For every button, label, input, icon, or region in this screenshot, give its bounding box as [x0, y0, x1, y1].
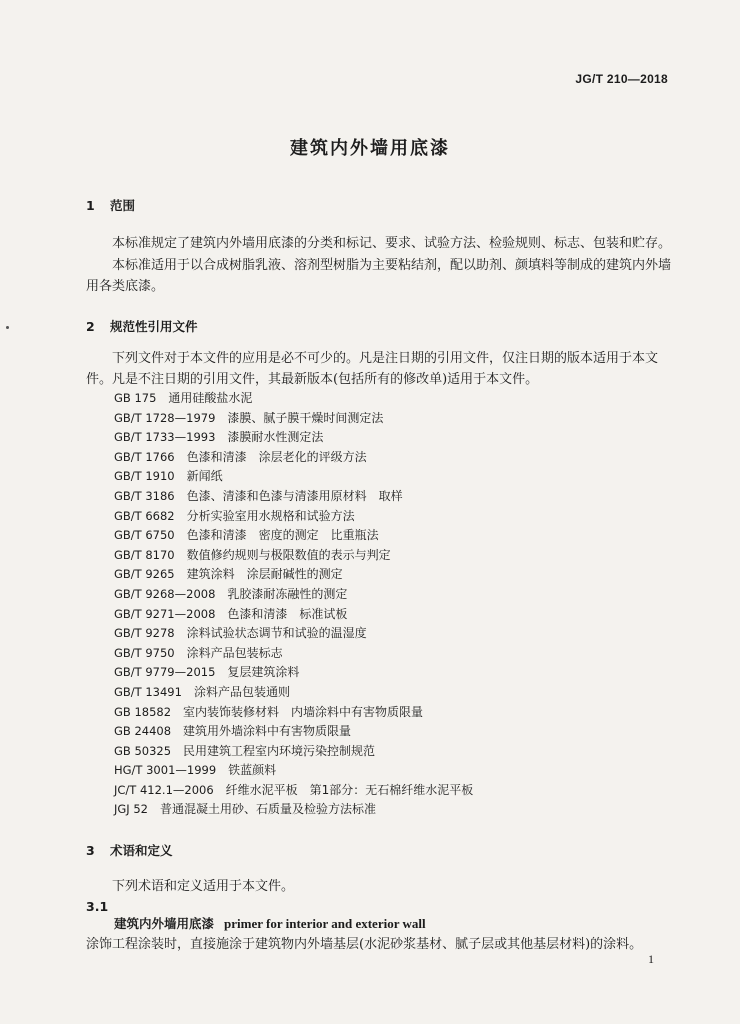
scope-paragraph-1: 本标准规定了建筑内外墙用底漆的分类和标记、要求、试验方法、检验规则、标志、包装和贮存。: [112, 236, 672, 251]
scan-speck: [6, 326, 9, 329]
reference-code: GB/T 9779—2015: [114, 665, 216, 680]
reference-code: HG/T 3001—1999: [114, 763, 217, 778]
term-chinese: 建筑内外墙用底漆: [114, 916, 215, 931]
section-3-heading: [86, 841, 173, 859]
reference-code: GB/T 3186: [114, 488, 175, 503]
reference-code: GB/T 9268—2008: [114, 586, 216, 601]
reference-title: 室内装饰装修材料 内墙涂料中有害物质限量: [183, 704, 424, 719]
section-title: 术语和定义: [110, 843, 173, 858]
reference-title: 复层建筑涂料: [227, 665, 300, 680]
reference-item: [114, 506, 473, 526]
reference-title: 漆膜耐水性测定法: [227, 430, 324, 445]
section-2-heading: [86, 317, 198, 335]
reference-code: GB 24408: [114, 724, 172, 739]
reference-code: GB/T 13491: [114, 684, 182, 699]
reference-code: JC/T 412.1—2006: [114, 782, 214, 797]
reference-code: JGJ 52: [114, 802, 148, 817]
reference-title: 涂料产品包装通则: [193, 684, 290, 699]
terms-intro: 下列术语和定义适用于本文件。: [112, 879, 295, 894]
reference-title: 普通混凝土用砂、石质量及检验方法标准: [159, 802, 376, 817]
reference-title: 色漆和清漆 标准试板: [227, 606, 348, 621]
reference-item: [114, 427, 473, 447]
scope-paragraph-2: 本标准适用于以合成树脂乳液、溶剂型树脂为主要粘结剂，配以助剂、颜填料等制成的建筑内外墙用各类底漆。: [86, 258, 672, 294]
reference-code: GB/T 9265: [114, 567, 175, 582]
reference-title: 通用硅酸盐水泥: [168, 391, 253, 405]
reference-code: GB 18582: [114, 704, 172, 719]
reference-code: GB 50325: [114, 743, 172, 758]
reference-title: 涂料产品包装标志: [186, 645, 283, 660]
reference-item: [114, 662, 473, 682]
section-title: 范围: [110, 198, 136, 213]
reference-code: GB 175: [114, 391, 157, 405]
section-title: 规范性引用文件: [110, 319, 198, 334]
reference-title: 色漆和清漆 密度的测定 比重瓶法: [186, 528, 379, 543]
reference-code: GB/T 1728—1979: [114, 410, 216, 425]
section-number: 1: [86, 198, 95, 213]
term-line: [114, 914, 426, 932]
normative-refs-intro: 下列文件对于本文件的应用是必不可少的。凡是注日期的引用文件，仅注日期的版本适用于本文件。凡是不注日期的引用文件，其最新版本(包括所有的修改单)适用于本文件。: [86, 351, 659, 387]
reference-item: [114, 643, 473, 663]
reference-item: [114, 388, 473, 408]
reference-item: [114, 623, 473, 643]
reference-item: [114, 702, 473, 722]
reference-title: 色漆和清漆 涂层老化的评级方法: [186, 449, 367, 464]
reference-code: GB/T 1910: [114, 469, 175, 484]
reference-item: [114, 721, 473, 741]
section-1-heading: [86, 196, 135, 214]
document-title: 建筑内外墙用底漆: [290, 138, 450, 159]
reference-item: [114, 525, 473, 545]
reference-title: 纤维水泥平板 第1部分：无石棉纤维水泥平板: [225, 782, 474, 797]
page-number: 1: [648, 952, 654, 966]
reference-item: [114, 564, 473, 584]
reference-title: 建筑用外墙涂料中有害物质限量: [183, 724, 352, 739]
standard-code: JG/T 210—2018: [575, 72, 668, 86]
reference-code: GB/T 1733—1993: [114, 430, 216, 445]
reference-item: [114, 780, 473, 800]
reference-item: [114, 408, 473, 428]
reference-code: GB/T 9271—2008: [114, 606, 216, 621]
term-english: primer for interior and exterior wall: [224, 916, 426, 931]
reference-title: 新闻纸: [186, 469, 223, 484]
reference-code: GB/T 9278: [114, 626, 175, 641]
reference-item: [114, 545, 473, 565]
reference-item: [114, 466, 473, 486]
reference-item: [114, 604, 473, 624]
term-definition: 涂饰工程涂装时，直接施涂于建筑物内外墙基层(水泥砂浆基材、腻子层或其他基层材料)的涂料。: [86, 937, 643, 952]
reference-item: [114, 584, 473, 604]
reference-code: GB/T 1766: [114, 449, 175, 464]
reference-code: GB/T 9750: [114, 645, 175, 660]
reference-item: [114, 741, 473, 761]
reference-list: [114, 388, 473, 819]
reference-code: GB/T 8170: [114, 547, 175, 562]
section-number: 3: [86, 843, 95, 858]
reference-item: [114, 682, 473, 702]
clause-number: 3.1: [86, 899, 109, 914]
reference-title: 漆膜、腻子膜干燥时间测定法: [227, 410, 384, 425]
reference-item: [114, 486, 473, 506]
reference-title: 乳胶漆耐冻融性的测定: [227, 586, 348, 601]
reference-item: [114, 799, 473, 819]
reference-title: 分析实验室用水规格和试验方法: [186, 508, 355, 523]
reference-title: 民用建筑工程室内环境污染控制规范: [183, 743, 376, 758]
section-number: 2: [86, 319, 95, 334]
reference-title: 数值修约规则与极限数值的表示与判定: [186, 547, 391, 562]
reference-title: 色漆、清漆和色漆与清漆用原材料 取样: [186, 488, 403, 503]
reference-code: GB/T 6682: [114, 508, 175, 523]
reference-code: GB/T 6750: [114, 528, 175, 543]
reference-title: 铁蓝颜料: [228, 763, 277, 778]
reference-title: 建筑涂料 涂层耐碱性的测定: [186, 567, 343, 582]
reference-item: [114, 447, 473, 467]
reference-title: 涂料试验状态调节和试验的温湿度: [186, 626, 367, 641]
reference-item: [114, 760, 473, 780]
